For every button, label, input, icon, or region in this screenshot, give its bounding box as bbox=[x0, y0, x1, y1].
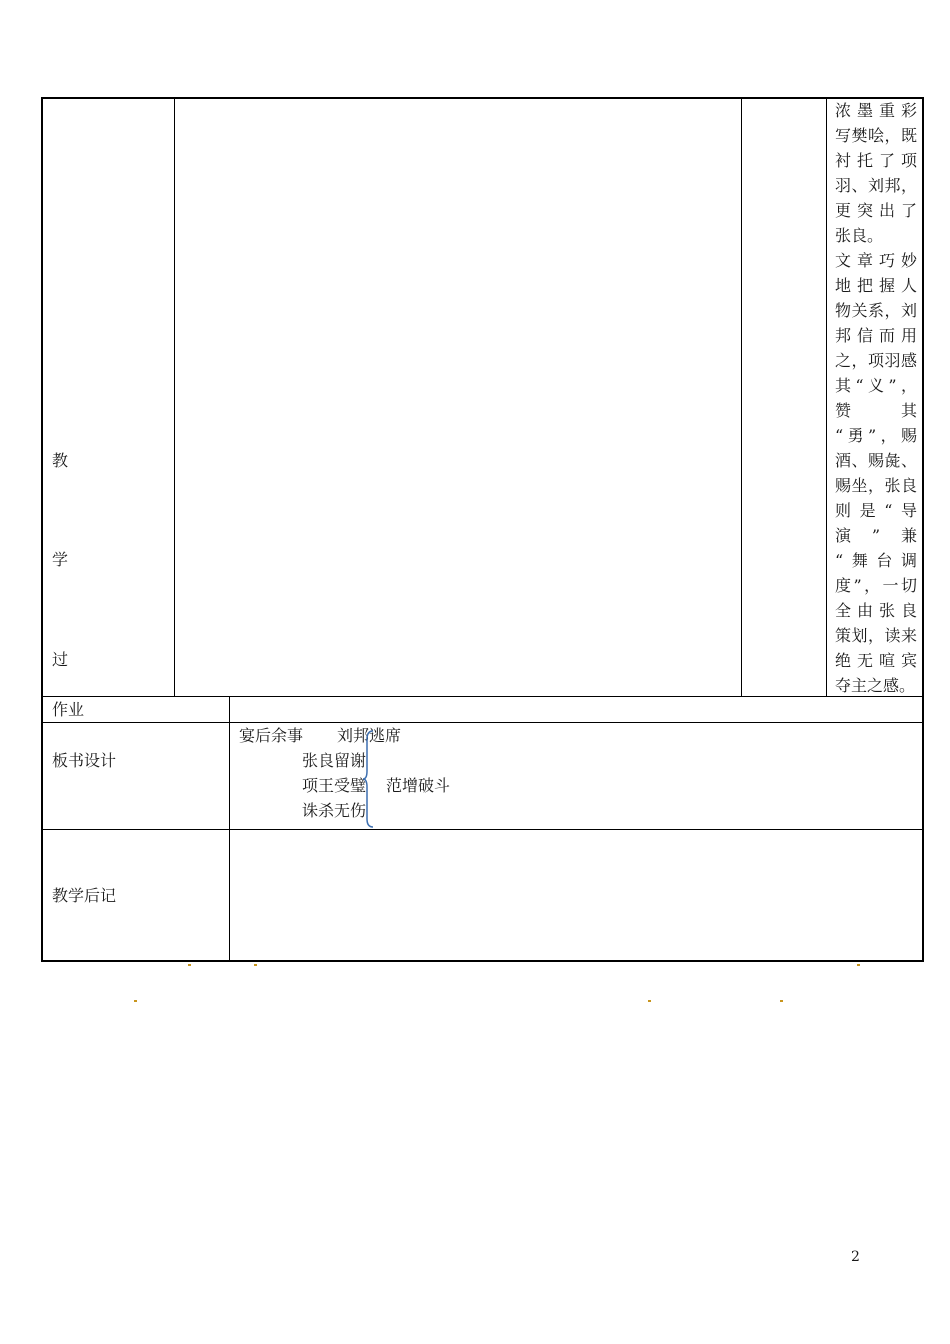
decorative-mark bbox=[648, 1000, 651, 1002]
row-divider-homework bbox=[42, 696, 923, 697]
side-note-line: 策划，读来 bbox=[835, 626, 917, 645]
col-divider-bottom-label bbox=[229, 697, 230, 961]
side-note-line: 演 ” 兼 bbox=[835, 526, 917, 545]
board-design-item: 刘邦逃席 bbox=[337, 726, 402, 745]
board-design-item: 张良留谢 bbox=[302, 751, 367, 770]
side-note-line: 写樊哙，既 bbox=[835, 126, 917, 145]
row-divider-board bbox=[42, 722, 923, 723]
page-number: 2 bbox=[851, 1249, 860, 1265]
side-note-line: 其“义”， bbox=[835, 376, 917, 395]
side-note-line: 夺主之感。 bbox=[835, 676, 916, 695]
side-note-line: 赞 其 bbox=[835, 401, 917, 420]
side-note-line: 赐坐，张良 bbox=[835, 476, 917, 495]
decorative-mark bbox=[857, 964, 860, 966]
side-note-line: 羽、刘邦， bbox=[835, 176, 917, 195]
side-note-line: “舞台调 bbox=[835, 551, 917, 570]
side-note-line: 张良。 bbox=[835, 226, 884, 245]
decorative-mark bbox=[780, 1000, 783, 1002]
board-design-side-item: 范增破斗 bbox=[386, 776, 451, 795]
side-note-line: 度”，一切 bbox=[835, 576, 917, 595]
side-note-line: 文章巧妙 bbox=[835, 251, 917, 270]
brace-icon bbox=[362, 729, 376, 829]
board-design-title: 宴后余事 bbox=[239, 726, 304, 745]
side-note-column bbox=[835, 98, 917, 698]
side-note-line: 邦信而用 bbox=[835, 326, 917, 345]
decorative-mark bbox=[188, 964, 191, 966]
side-note-line: 绝无喧宾 bbox=[835, 651, 917, 670]
side-note-line: “勇”，赐 bbox=[835, 426, 917, 445]
process-label-char-2: 学 bbox=[52, 550, 69, 569]
col-divider-content bbox=[741, 98, 742, 696]
board-design-item: 项王受璧 bbox=[302, 776, 367, 795]
side-note-line: 更突出了 bbox=[835, 201, 917, 220]
process-label-char-1: 教 bbox=[52, 451, 69, 470]
side-note-line: 全由张良 bbox=[835, 601, 917, 620]
side-note-line: 地把握人 bbox=[835, 276, 917, 295]
side-note-line: 之，项羽感 bbox=[835, 351, 917, 370]
postscript-label: 教学后记 bbox=[52, 886, 117, 905]
side-note-line: 则是“导 bbox=[835, 501, 917, 520]
col-divider-label bbox=[174, 98, 175, 696]
side-note-line: 衬托了项 bbox=[835, 151, 917, 170]
row-divider-postscript bbox=[42, 829, 923, 830]
board-design-item: 诛杀无伤 bbox=[302, 801, 367, 820]
col-divider-notes bbox=[826, 98, 827, 696]
side-note-line: 酒、赐彘、 bbox=[835, 451, 917, 470]
decorative-mark bbox=[254, 964, 257, 966]
decorative-mark bbox=[134, 1000, 137, 1002]
side-note-line: 物关系，刘 bbox=[835, 301, 917, 320]
board-design-label: 板书设计 bbox=[52, 751, 117, 770]
process-label-char-3: 过 bbox=[52, 650, 69, 669]
homework-label: 作业 bbox=[52, 700, 85, 719]
side-note-line: 浓墨重彩 bbox=[835, 101, 917, 120]
